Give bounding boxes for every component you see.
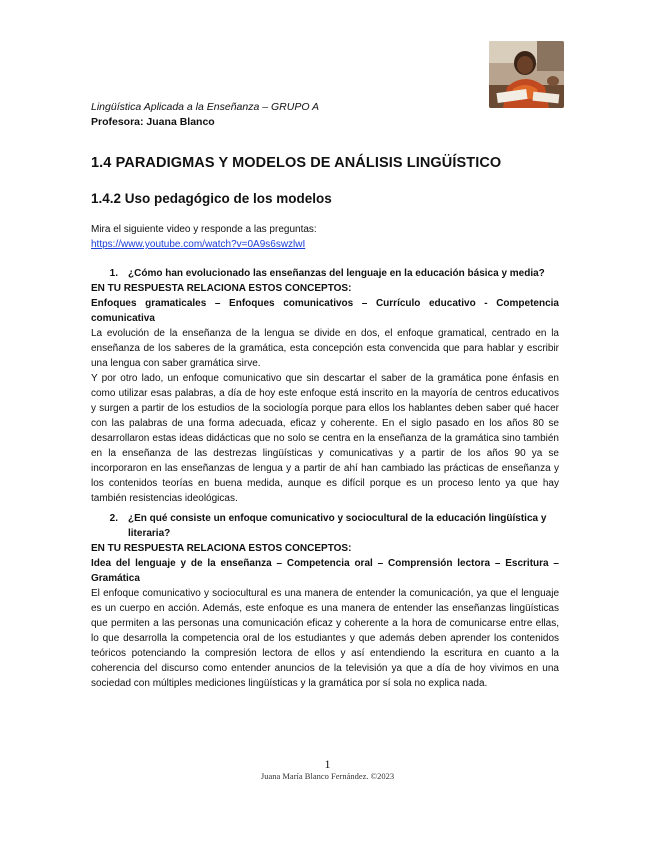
page-number: 1	[324, 757, 331, 771]
question-1	[91, 266, 559, 281]
footer-copyright: Juana María Blanco Fernández. ©2023	[260, 771, 395, 781]
video-link[interactable]: https://www.youtube.com/watch?v=0A9s6swzlwI	[91, 239, 306, 250]
professor-name: Profesora: Juana Blanco	[91, 116, 215, 128]
question-2-answer-paragraph-1: El enfoque comunicativo y sociocultural es una manera de entender la comunicación, ya que el lenguaje es un cuerpo en acción. Además, este enfoque es una manera de entender las enseñanzas lingüísticas que permiten a las personas una comunicación eficaz y coherente a la hora de comunicarse entre ellas, lo que desarrolla la competencia oral de los estudiantes y que además deben aprender los contenidos teóricos potenciando la compresión lectora de ellos y así entendiendo la escritura en cuanto a la coherencia del discurso como entender anuncios de la televisión ya que a día de hoy vivimos en una sociedad con múltiples mediciones lingüísticas y la gramática por sí sola no explica nada.	[91, 588, 559, 689]
question-2-instruction: EN TU RESPUESTA RELACIONA ESTOS CONCEPTOS:	[91, 543, 352, 554]
course-title: Lingüística Aplicada a la Enseñanza – GRUPO A	[91, 101, 320, 113]
question-1-block	[91, 266, 559, 506]
header-photo	[489, 41, 564, 108]
question-2-number: 2.	[109, 513, 118, 524]
question-1-instruction: EN TU RESPUESTA RELACIONA ESTOS CONCEPTOS:	[91, 283, 352, 294]
question-2-text: ¿En qué consiste un enfoque comunicativo y sociocultural de la educación lingüística y literaria?	[128, 513, 547, 539]
subsection-heading: 1.4.2 Uso pedagógico de los modelos	[91, 191, 332, 206]
question-1-text: ¿Cómo han evolucionado las enseñanzas del lenguaje en la educación básica y media?	[128, 268, 545, 279]
question-1-answer-paragraph-2: Y por otro lado, un enfoque comunicativo que sin descartar el saber de la gramática pone énfasis en como utilizar esas palabras, a día de hoy este enfoque está inscrito en la mayoría de centros educativos y surgen a partir de los estudios de la sociología porque para ellos los hablantes deben saber qué hacer con las palabras de una forma adecuada, eficaz y coherente. En el siglo pasado en los años 80 se desarrollaron estas ideas didácticas que no solo se centra en la enseñanza de la gramática sino también en la enseñanza de las destrezas lingüísticas y comunicativas y a partir de los años 90 ya se incorporaron en las enseñanzas de lengua y a partir de ahí han cambiado las prácticas de enseñanza y los contenidos teorías en buena medida, aunque es difícil porque es un proceso lento ya que hay también resistencias ideológicas.	[91, 373, 559, 504]
intro	[91, 222, 317, 252]
question-1-concepts: Enfoques gramaticales – Enfoques comunicativos – Currículo educativo - Competencia comunicativa	[91, 298, 559, 324]
question-1-answer-paragraph-1: La evolución de la enseñanza de la lengua se divide en dos, el enfoque gramatical, centrado en la enseñanza de los saberes de la gramática, esta concepción esta convencida que para hablar y escribir una lengua con saber gramática sirve.	[91, 328, 559, 369]
intro-instruction: Mira el siguiente video y responde a las preguntas:	[91, 224, 317, 235]
question-2-block	[91, 511, 559, 691]
student-photo-image	[489, 41, 564, 108]
question-2	[91, 511, 559, 541]
question-1-number: 1.	[109, 268, 118, 279]
section-heading: 1.4 PARADIGMAS Y MODELOS DE ANÁLISIS LINGÜÍSTICO	[91, 155, 502, 171]
question-2-concepts: Idea del lenguaje y de la enseñanza – Competencia oral – Comprensión lectora – Escritura – Gramática	[91, 558, 559, 584]
